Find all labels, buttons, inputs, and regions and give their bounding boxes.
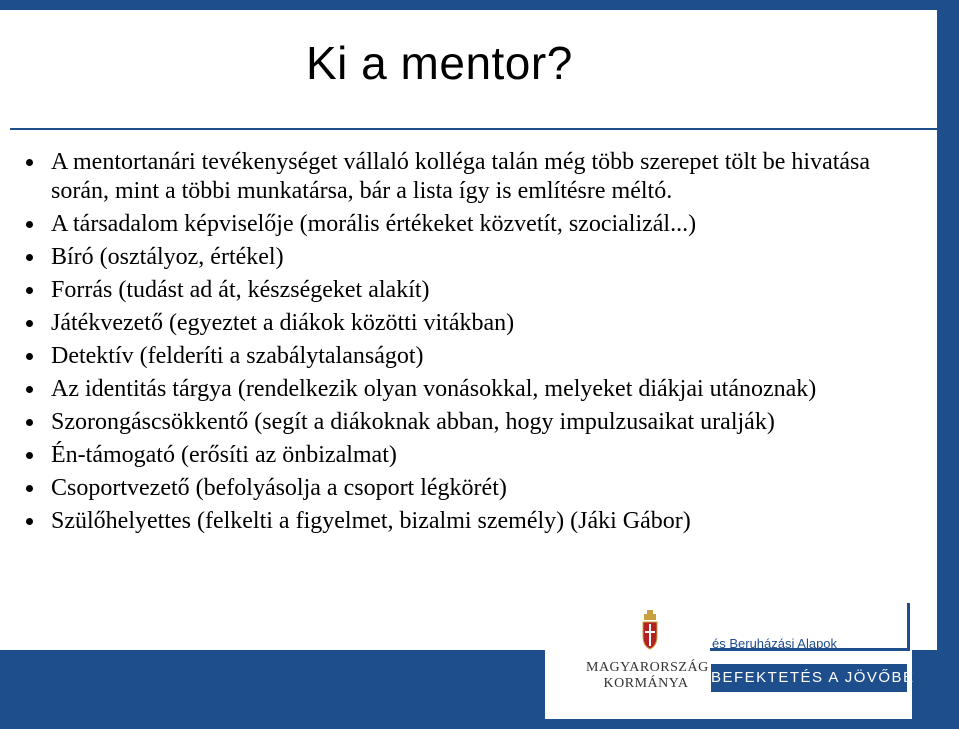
bullet-text: Bíró (osztályoz, értékel): [51, 244, 284, 270]
bullet-item: [20, 408, 910, 437]
bullet-dot-icon: [26, 159, 33, 166]
bullet-item: [20, 507, 910, 536]
bullet-dot-icon: [26, 320, 33, 327]
bullet-item: [20, 276, 910, 305]
bullet-item: [20, 309, 910, 338]
bullet-list: [20, 148, 910, 540]
bullet-dot-icon: [26, 221, 33, 228]
slide: [0, 10, 937, 650]
top-band: [0, 0, 959, 10]
gov-line-country: MAGYARORSZÁG: [586, 660, 709, 675]
bullet-text: Az identitás tárgya (rendelkezik olyan vonásokkal, melyeket diákjai utánoznak): [51, 376, 817, 402]
hungarian-crest-icon: [640, 610, 660, 650]
bullet-text: Én-támogató (erősíti az önbizalmat): [51, 442, 397, 468]
bullet-item: [20, 148, 910, 206]
bullet-item: [20, 474, 910, 503]
bullet-dot-icon: [26, 287, 33, 294]
bullet-dot-icon: [26, 452, 33, 459]
fund-name-partial: és Beruházási Alapok: [712, 636, 838, 651]
bullet-text: Szorongáscsökkentő (segít a diákoknak abban, hogy impulzusaikat uralják): [51, 409, 775, 435]
bullet-dot-icon: [26, 419, 33, 426]
title-box: [10, 10, 937, 130]
bullet-dot-icon: [26, 386, 33, 393]
bullet-item: [20, 210, 910, 239]
bullet-item: [20, 243, 910, 272]
bullet-text: Játékvezető (egyeztet a diákok közötti vitákban): [51, 310, 515, 336]
bullet-dot-icon: [26, 485, 33, 492]
government-logo-text: [586, 660, 709, 692]
bullet-item: [20, 441, 910, 470]
bullet-item: [20, 342, 910, 371]
slide-title: Ki a mentor?: [306, 37, 573, 89]
bullet-text: A mentortanári tevékenységet vállaló kolléga talán még több szerepet tölt be hivatása során, mint a többi munkatársa, bár a lista így is említésre méltó.: [51, 149, 871, 204]
right-strip: [937, 0, 959, 729]
bullet-dot-icon: [26, 254, 33, 261]
bullet-text: Detektív (felderíti a szabálytalanságot): [51, 343, 424, 369]
bullet-text: Csoportvezető (befolyásolja a csoport légkörét): [51, 475, 507, 501]
bullet-text: Szülőhelyettes (felkelti a figyelmet, bizalmi személy) (Jáki Gábor): [51, 508, 691, 534]
bullet-dot-icon: [26, 518, 33, 525]
bullet-dot-icon: [26, 353, 33, 360]
gov-line-government: KORMÁNYA: [603, 676, 689, 691]
bullet-text: A társadalom képviselője (morális értékeket közvetít, szocializál...): [51, 211, 697, 237]
slogan-banner: BEFEKTETÉS A JÖVŐBE: [711, 664, 907, 692]
bullet-item: [20, 375, 910, 404]
bullet-text: Forrás (tudást ad át, készségeket alakít): [51, 277, 430, 303]
